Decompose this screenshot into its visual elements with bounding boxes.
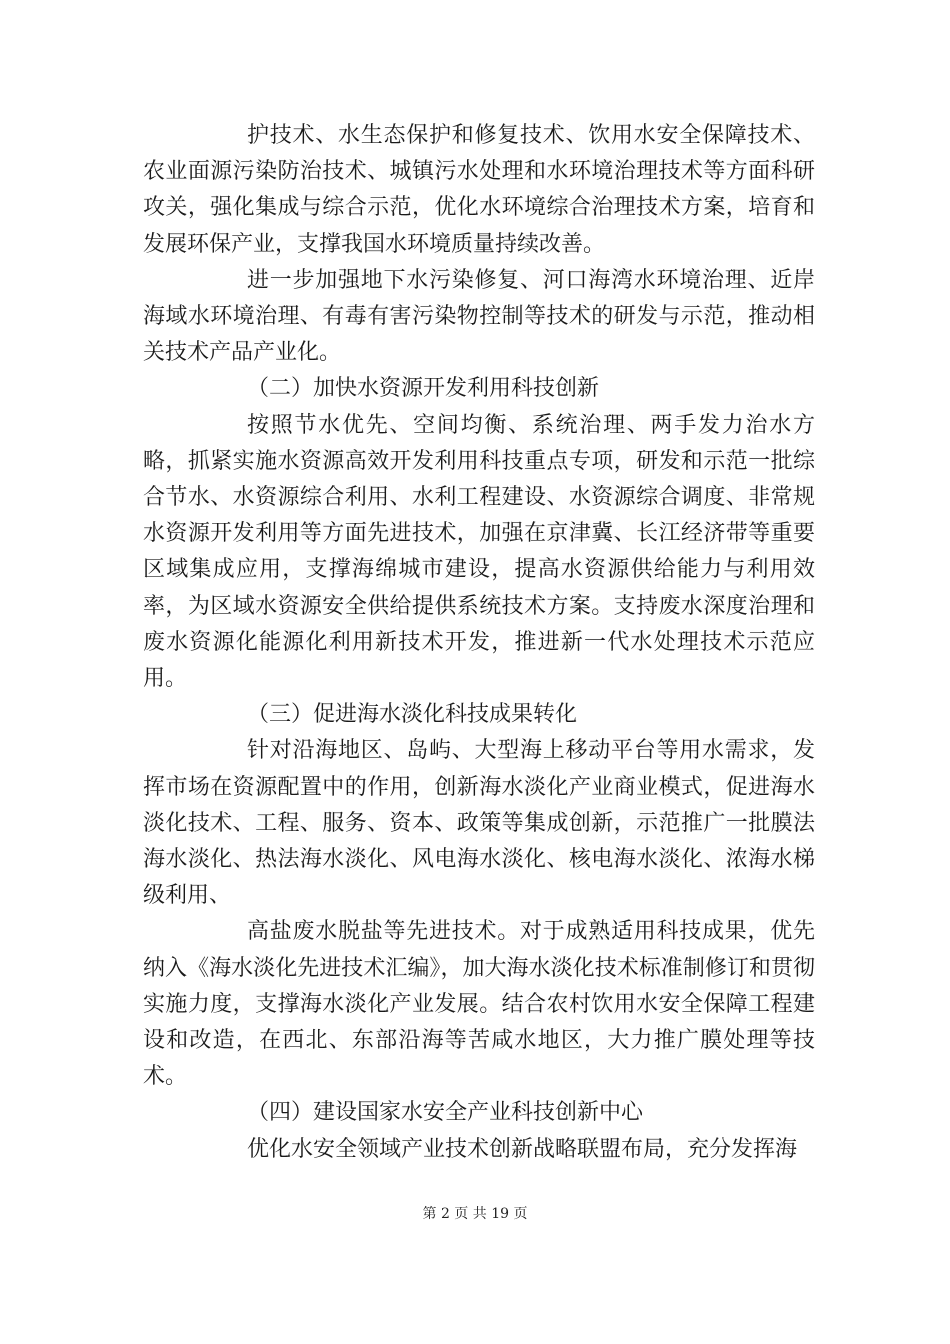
document-body xyxy=(143,118,815,1168)
paragraph-2: 进一步加强地下水污染修复、河口海湾水环境治理、近岸海域水环境治理、有毒有害污染物控制等技术的研发与示范，推动相关技术产品产业化。 xyxy=(143,267,815,366)
paragraph-3: 按照节水优先、空间均衡、系统治理、两手发力治水方略，抓紧实施水资源高效开发利用科技重点专项，研发和示范一批综合节水、水资源综合利用、水利工程建设、水资源综合调度、非常规水资源开发利用等方面先进技术，加强在京津冀、长江经济带等重要区域集成应用，支撑海绵城市建设，提高水资源供给能力与利用效率，为区域水资源安全供给提供系统技术方案。支持废水深度治理和废水资源化能源化利用新技术开发，推进新一代水处理技术示范应用。 xyxy=(143,412,815,692)
page-number: 第 2 页 共 19 页 xyxy=(422,1206,528,1222)
section-heading-3: （三）促进海水淡化科技成果转化 xyxy=(247,702,578,728)
page-footer xyxy=(0,1203,950,1223)
paragraph-4: 针对沿海地区、岛屿、大型海上移动平台等用水需求，发挥市场在资源配置中的作用，创新海水淡化产业商业模式，促进海水淡化技术、工程、服务、资本、政策等集成创新，示范推广一批膜法海水淡化、热法海水淡化、风电海水淡化、核电海水淡化、浓海水梯级利用、 xyxy=(143,738,815,909)
section-heading-2: （二）加快水资源开发利用科技创新 xyxy=(247,376,600,402)
paragraph-5: 高盐废水脱盐等先进技术。对于成熟适用科技成果，优先纳入《海水淡化先进技术汇编》，加大海水淡化技术标准制修订和贯彻实施力度，支撑海水淡化产业发展。结合农村饮用水安全保障工程建设和改造，在西北、东部沿海等苦咸水地区，大力推广膜处理等技术。 xyxy=(143,919,815,1090)
paragraph-6: 优化水安全领域产业技术创新战略联盟布局，充分发挥海 xyxy=(247,1136,798,1162)
paragraph-1: 护技术、水生态保护和修复技术、饮用水安全保障技术、农业面源污染防治技术、城镇污水处理和水环境治理技术等方面科研攻关，强化集成与综合示范，优化水环境综合治理技术方案，培育和发展环保产业，支撑我国水环境质量持续改善。 xyxy=(143,123,815,257)
section-heading-4: （四）建设国家水安全产业科技创新中心 xyxy=(247,1100,644,1126)
